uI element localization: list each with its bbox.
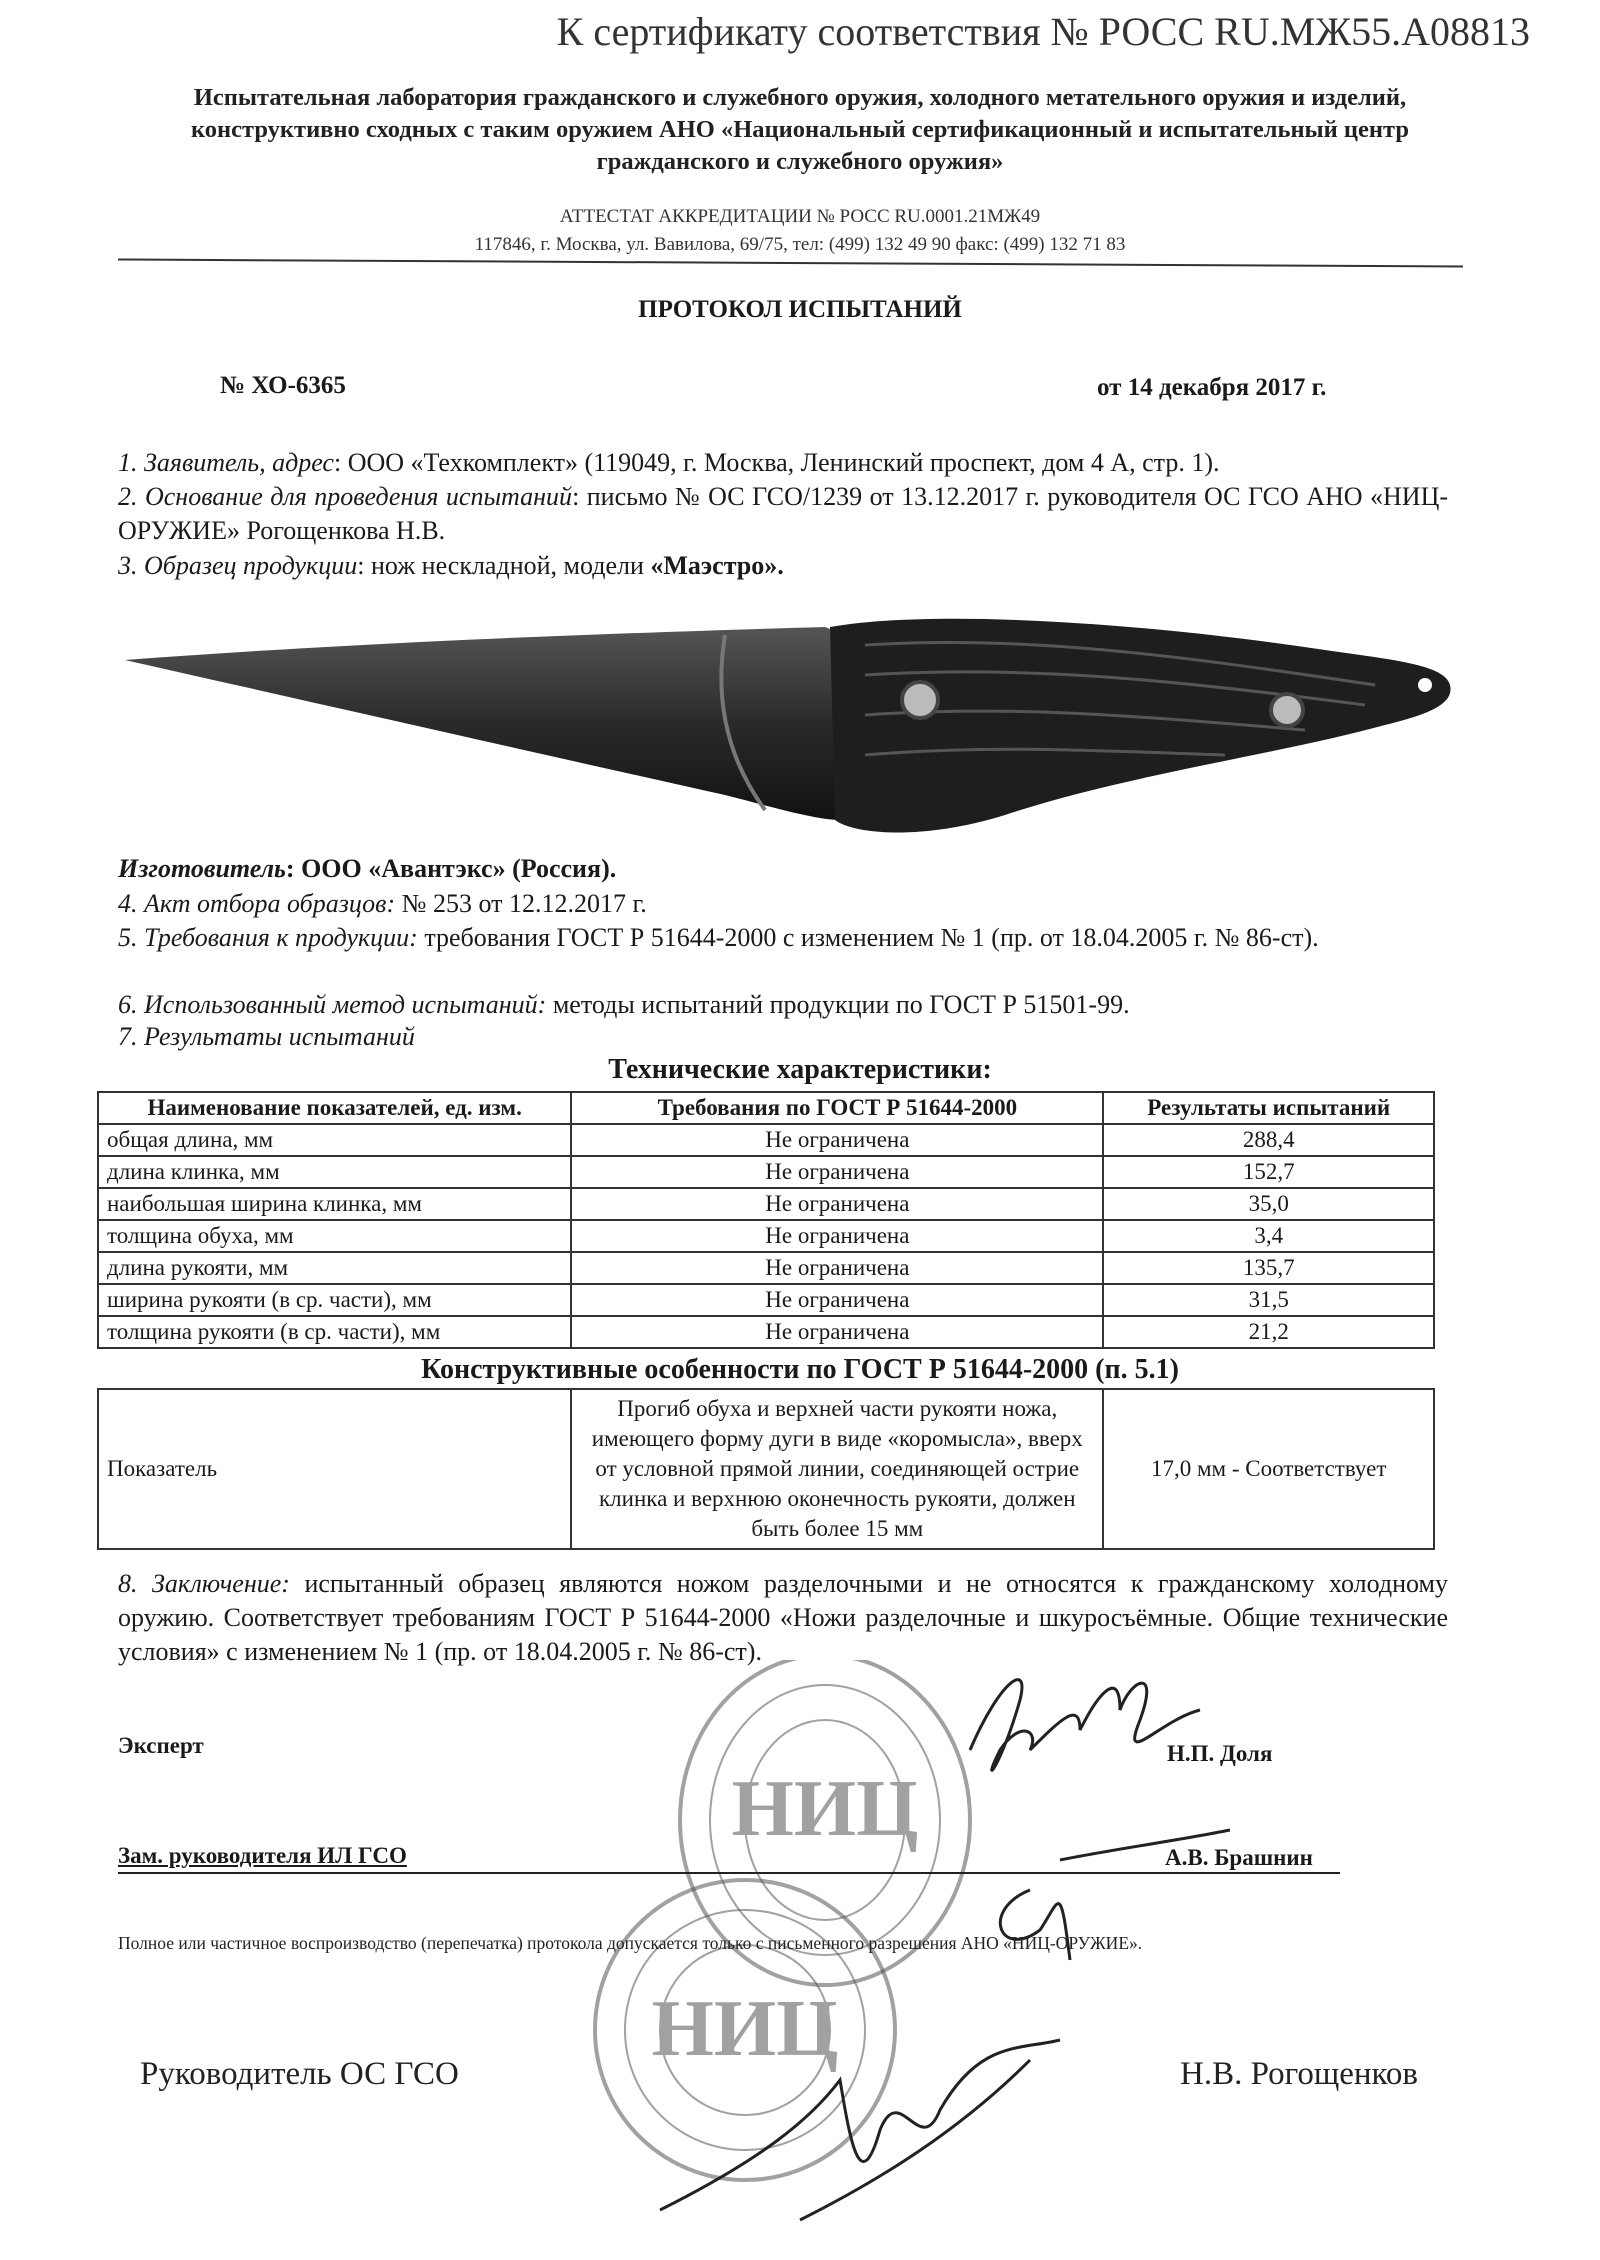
maker-label: Изготовитель [118,854,286,883]
gost-requirement: Не ограничена [571,1220,1103,1252]
tech-table [97,1091,1435,1349]
screw-icon [1271,694,1303,726]
svg-text:НИЦ: НИЦ [651,1985,839,2073]
gost-requirement: Не ограничена [571,1188,1103,1220]
knife-blade [125,627,845,820]
reproduction-note: Полное или частичное воспроизводство (перепечатка) протокола допускается только с письменного разрешения АНО «НИЦ-ОРУЖИЕ». [118,1933,1143,1953]
item-sample [118,549,1448,583]
item-requirements [118,921,1448,955]
test-result: 21,2 [1103,1316,1434,1348]
param-name: наибольшая ширина клинка, мм [98,1188,571,1220]
item-applicant [118,446,1448,480]
tech-table-title: Технические характеристики: [608,1054,992,1085]
conclusion [118,1567,1448,1669]
param-name: общая длина, мм [98,1124,571,1156]
protocol-title: ПРОТОКОЛ ИСПЫТАНИЙ [638,296,962,323]
param-name: толщина обуха, мм [98,1220,571,1252]
deputy-role: Зам. руководителя ИЛ ГСО [118,1843,407,1868]
test-result: 35,0 [1103,1188,1434,1220]
gost-requirement: Не ограничена [571,1124,1103,1156]
sample-label: 3. Образец продукции [118,551,358,580]
sample-model: «Маэстро». [650,551,784,580]
svg-text:НИЦ: НИЦ [731,1765,919,1853]
table-header-row [98,1092,1434,1124]
head-role: Руководитель ОС ГСО [140,2056,459,2092]
column-header: Требования по ГОСТ Р 51644-2000 [571,1092,1103,1124]
basis-label: 2. Основание для проведения испытаний [118,482,573,511]
gost-requirement: Не ограничена [571,1252,1103,1284]
sample-value: : нож нескладной, модели [357,551,651,580]
lab-address: 117846, г. Москва, ул. Вавилова, 69/75, тел: (499) 132 49 90 факс: (499) 132 71 83 [474,234,1126,255]
method-value: методы испытаний продукции по ГОСТ Р 51501-99. [546,990,1130,1019]
knife-photo [125,605,1455,840]
table-row [98,1252,1434,1284]
item-results: 7. Результаты испытаний [118,1022,415,1051]
table-row [98,1284,1434,1316]
table-row [98,1156,1434,1188]
table-row [98,1316,1434,1348]
gost-requirement: Не ограничена [571,1284,1103,1316]
head-name: Н.В. Рогощенков [1180,2056,1418,2092]
item-act [118,887,1448,921]
conclusion-text: испытанный образец являются ножом разделочными и не относятся к гражданскому холодному оружию. Соответствует требованиям ГОСТ Р 51644-2000 «Ножи разделочные и шкуросъёмные. Общие технические условия» с изменением № 1 (пр. от 18.04.2005 г. № 86-ст). [118,1569,1449,1666]
req-label: 5. Требования к продукции: [118,923,418,952]
column-header: Результаты испытаний [1103,1092,1434,1124]
lab-name: Испытательная лаборатория гражданского и служебного оружия, холодного метательного оружия и изделий, конструктивно сходных с таким оружием АНО «Национальный сертификационный и испытательный центр гражданского и служебного оружия» [191,84,1409,175]
table-row [98,1124,1434,1156]
design-table [97,1388,1435,1550]
basis-value: : письмо № ОС ГСО/1239 от 13.12.2017 г. руководителя ОС ГСО АНО «НИЦ-ОРУЖИЕ» Рогощенкова Н.В. [118,482,1449,545]
gost-requirement: Не ограничена [571,1156,1103,1188]
item-maker [118,852,1448,886]
table-row [98,1188,1434,1220]
param-name: длина клинка, мм [98,1156,571,1188]
test-result: 152,7 [1103,1156,1434,1188]
act-label: 4. Акт отбора образцов: [118,889,396,918]
gost-requirement: Не ограничена [571,1316,1103,1348]
method-label: 6. Использованный метод испытаний: [118,990,547,1019]
deputy-name: А.В. Брашнин [1165,1845,1313,1870]
signature-dolya [970,1680,1200,1771]
applicant-value: : ООО «Техкомплект» (119049, г. Москва, Ленинский проспект, дом 4 А, стр. 1). [333,448,1220,477]
stamps-and-signatures [560,1660,1440,2260]
param-name: длина рукояти, мм [98,1252,571,1284]
table-row [98,1220,1434,1252]
req-value: требования ГОСТ Р 51644-2000 с изменением № 1 (пр. от 18.04.2005 г. № 86-ст). [417,923,1319,952]
signature-line [118,1872,1340,1874]
test-result: 3,4 [1103,1220,1434,1252]
item-basis [118,480,1448,548]
conclusion-label: 8. Заключение: [118,1569,290,1598]
expert-name: Н.П. Доля [1167,1741,1273,1766]
knife-handle [830,619,1451,833]
act-value: № 253 от 12.12.2017 г. [395,889,647,918]
column-header: Наименование показателей, ед. изм. [98,1092,571,1124]
screw-icon [902,682,938,718]
maker-value: : ООО «Авантэкс» (Россия). [285,854,617,883]
applicant-label: 1. Заявитель, адрес [118,448,334,477]
header-divider [118,258,1463,267]
protocol-date: от 14 декабря 2017 г. [1097,374,1327,401]
design-result: 17,0 мм - Соответствует [1103,1389,1434,1549]
design-requirement: Прогиб обуха и верхней части рукояти ножа, имеющего форму дуги в виде «коромысла», вверх от условной прямой линии, соединяющей острие клинка и верхнюю оконечность рукояти, должен быть более 15 мм [571,1389,1103,1549]
expert-role: Эксперт [118,1733,204,1758]
design-indicator: Показатель [98,1389,571,1549]
param-name: ширина рукояти (в ср. части), мм [98,1284,571,1316]
test-result: 31,5 [1103,1284,1434,1316]
design-table-title: Конструктивные особенности по ГОСТ Р 51644-2000 (п. 5.1) [421,1354,1179,1385]
param-name: толщина рукояти (в ср. части), мм [98,1316,571,1348]
accreditation: АТТЕСТАТ АККРЕДИТАЦИИ № РОСС RU.0001.21МЖ49 [559,206,1041,227]
certificate-reference: К сертификату соответствия № РОСС RU.МЖ55.А08813 [556,9,1530,54]
test-result: 135,7 [1103,1252,1434,1284]
protocol-number: № ХО-6365 [220,372,346,399]
item-method [118,988,1448,1022]
test-result: 288,4 [1103,1124,1434,1156]
table-row [98,1389,1434,1549]
